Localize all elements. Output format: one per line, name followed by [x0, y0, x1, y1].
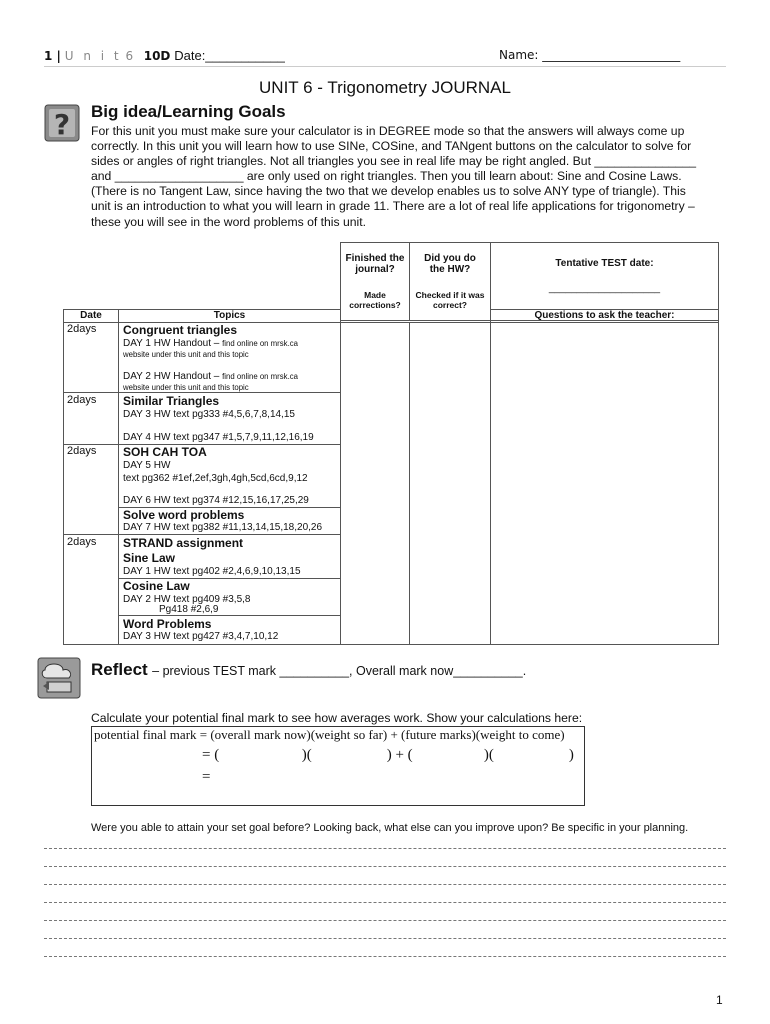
goals-line: correctly. In this unit you will learn how to use SINe, COSine, and TANgent buttons on the calculator to solve for [91, 139, 692, 154]
answer-line[interactable] [44, 938, 726, 939]
questions-header: Questions to ask the teacher: [490, 309, 719, 323]
questions-column[interactable] [490, 322, 719, 645]
row-topic: STRAND assignment [123, 536, 244, 550]
row-topic: Solve word problems [123, 508, 245, 522]
test-date-field[interactable]: ____________________ [548, 283, 661, 294]
answer-line[interactable] [44, 920, 726, 921]
row-hw-note: website under this unit and this topic [123, 350, 249, 359]
question-mark-icon [44, 104, 80, 142]
reflect-icon [37, 656, 81, 700]
calculation-box[interactable] [91, 726, 585, 806]
finished-column[interactable] [340, 322, 410, 645]
row-hw: DAY 2 HW Handout – find online on mrsk.ca [123, 371, 298, 382]
page-title: UNIT 6 - Trigonometry JOURNAL [259, 78, 511, 97]
answer-line[interactable] [44, 866, 726, 867]
goal-question: Were you able to attain your set goal before? Looking back, what else can you improve upon? Be specific in your planning. [91, 822, 689, 834]
goals-line: (There is no Tangent Law, since having the two that we develop enables us to solve ANY type of triangle). This [91, 184, 686, 199]
row-hw: DAY 4 HW text pg347 #1,5,7,9,11,12,16,19 [123, 432, 314, 443]
row-topic: Congruent triangles [123, 323, 238, 337]
page-header-left [44, 48, 285, 63]
topics-header: Topics [118, 309, 341, 323]
hw-column[interactable] [409, 322, 491, 645]
answer-line[interactable] [44, 848, 726, 849]
test-date-header: Tentative TEST date: ____________________ [490, 242, 719, 321]
date-header: Date [63, 309, 119, 323]
row-divider [63, 392, 341, 393]
row-divider [118, 615, 341, 616]
row-topic: Word Problems [123, 617, 212, 631]
header-rule [44, 66, 726, 67]
goals-line: For this unit you must make sure your calculator is in DEGREE mode so that the answers will always come up [91, 124, 685, 138]
answer-line[interactable] [44, 902, 726, 903]
row-hw: text pg362 #1ef,2ef,3gh,4gh,5cd,6cd,9,12 [123, 473, 308, 484]
row-hw: DAY 6 HW text pg374 #12,15,16,17,25,29 [123, 495, 309, 506]
reflect-text[interactable]: – previous TEST mark __________, Overall mark now__________. [152, 664, 527, 678]
goals-text [91, 124, 727, 230]
row-topic: Cosine Law [123, 579, 190, 593]
row-hw: DAY 7 HW text pg382 #11,13,14,15,18,20,26 [123, 522, 323, 533]
name-field[interactable]: Name: _______________________ [499, 48, 681, 62]
row-hw: DAY 1 HW text pg402 #2,4,6,9,10,13,15 [123, 566, 301, 577]
row-date: 2days [67, 394, 97, 406]
date-field[interactable]: Date:___________ [174, 48, 285, 63]
row-divider [63, 534, 341, 535]
goals-line: sides or angles of right triangles. Not all triangles you see in real life may be right angled. But _______________ [91, 154, 697, 169]
row-topic: Sine Law [123, 551, 176, 565]
answer-line[interactable] [44, 884, 726, 885]
formula-line: = ( )( ) + ( )( ) [202, 747, 574, 763]
row-date: 2days [67, 323, 97, 335]
calc-prompt: Calculate your potential final mark to see how averages work. Show your calculations here: [91, 711, 583, 725]
row-hw-note: website under this unit and this topic [123, 383, 249, 392]
hw-header: Did you do the HW? Checked if it was correct? [409, 242, 491, 321]
reflect-heading: Reflect [91, 660, 148, 679]
class-code: 10D [143, 49, 171, 63]
row-date: 2days [67, 536, 97, 548]
row-hw: DAY 5 HW [123, 460, 171, 471]
formula-line: potential final mark = (overall mark now)(weight so far) + (future marks)(weight to come) [94, 727, 565, 742]
goals-heading: Big idea/Learning Goals [91, 102, 286, 121]
answer-line[interactable] [44, 956, 726, 957]
journal-table [63, 242, 719, 645]
unit-word: U n i t [64, 49, 122, 63]
svg-text:?: ? [53, 108, 71, 141]
row-hw: Pg418 #2,6,9 [159, 604, 219, 615]
reflect-line [91, 660, 526, 680]
row-topic: Similar Triangles [123, 394, 220, 408]
row-hw: DAY 1 HW Handout – find online on mrsk.ca [123, 338, 298, 349]
row-topic: SOH CAH TOA [123, 445, 207, 459]
page-number: 1 [716, 993, 723, 1007]
goals-line: and ___________________ are only used on right triangles. Then you till learn about: Sine and Cosine Laws. [91, 169, 682, 184]
row-hw: DAY 2 HW text pg409 #3,5,8 [123, 594, 251, 605]
formula-line: = [202, 769, 211, 785]
row-hw: DAY 3 HW text pg427 #3,4,7,10,12 [123, 631, 279, 642]
finished-header: Finished the journal? Made corrections? [340, 242, 410, 321]
goals-line: unit is an introduction to what you will learn in grade 11. There are a lot of real life applications for trigonometry – [91, 199, 695, 214]
date-column [63, 322, 119, 645]
unit-num: 6 [125, 49, 137, 63]
goals-line: these you will see in the word problems of this unit. [91, 214, 367, 229]
row-hw: DAY 3 HW text pg333 #4,5,6,7,8,14,15 [123, 409, 295, 420]
page-num: 1 | [44, 49, 61, 63]
row-date: 2days [67, 445, 97, 457]
